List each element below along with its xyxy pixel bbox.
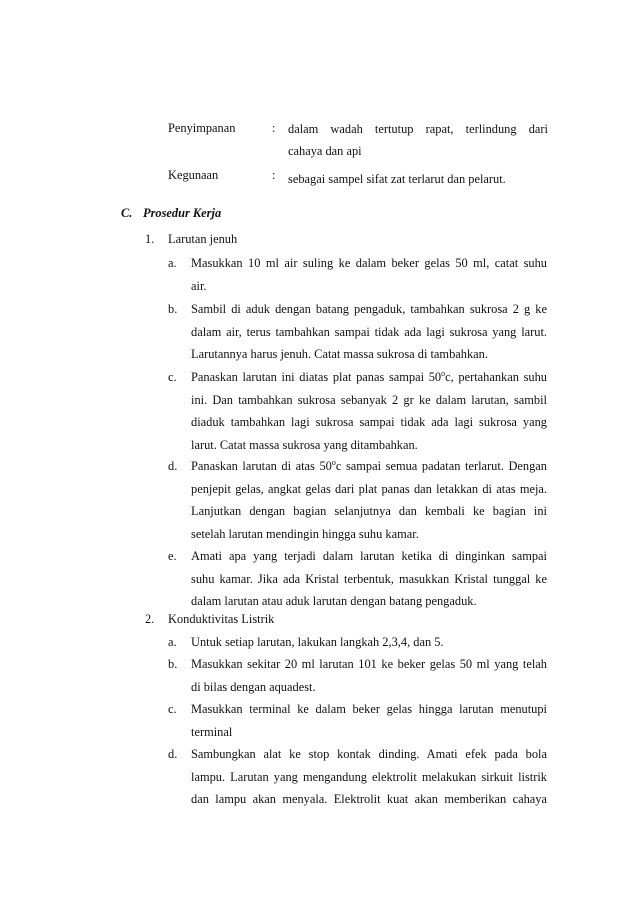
sub-item-text (191, 631, 547, 654)
property-value (288, 118, 548, 162)
property-value (288, 168, 548, 190)
text-line: terminal (191, 724, 233, 739)
section-letter: C. (121, 206, 133, 220)
text-line: Masukkan 10 ml air suling ke dalam beker gelas 50 ml, catat suhu (191, 256, 547, 270)
sub-item-text (191, 455, 547, 545)
sub-item-text (191, 366, 547, 456)
text-line: dalam larutan atau aduk larutan dengan batang pengaduk. (191, 594, 477, 609)
sub-letter: c. (168, 702, 177, 716)
text-line: suhu kamar. Jika ada Kristal terbentuk, masukkan Kristal tunggal ke (191, 571, 547, 586)
list-number: 1. (145, 232, 155, 246)
sub-item-text (191, 545, 547, 613)
text-line: dan lampu akan menyala. Elektrolit kuat akan memberikan cahaya (191, 792, 547, 807)
text-fragment: Panaskan larutan di atas 50 (191, 459, 332, 473)
text-line: Sambil di aduk dengan batang pengaduk, tambahkan sukrosa 2 g ke (191, 302, 547, 316)
text-line: penjepit gelas, angkat gelas dari plat panas dan letakkan di atas meja. (191, 481, 547, 496)
text-line: Sambungkan alat ke stop kontak dinding. Amati efek pada bola (191, 747, 547, 761)
text-fragment: c sampai semua padatan terlarut. Dengan (335, 459, 547, 473)
sub-item-text (191, 698, 547, 743)
sub-item-text (191, 653, 547, 698)
text-fragment: c, pertahankan suhu (445, 370, 547, 384)
sub-letter: a. (168, 256, 177, 270)
property-value-line: dalam wadah tertutup rapat, terlindung dari (288, 122, 548, 136)
text-line: Amati apa yang terjadi dalam larutan ketika di dinginkan sampai (191, 549, 547, 563)
text-line: setelah larutan mendingin hingga suhu kamar. (191, 526, 419, 541)
sub-letter: d. (168, 747, 178, 761)
section-title: Prosedur Kerja (143, 206, 222, 220)
degree-superscript: o (441, 368, 446, 378)
text-line: ini. Dan tambahkan sukrosa sebanyak 2 gr ke dalam larutan, sambil (191, 392, 547, 407)
property-label: Kegunaan (168, 168, 219, 182)
property-value-line: sebagai sampel sifat zat terlarut dan pelarut. (288, 172, 506, 186)
sub-letter: b. (168, 657, 178, 671)
sub-letter: a. (168, 635, 177, 649)
text-line: Masukkan sekitar 20 ml larutan 101 ke beker gelas 50 ml yang telah (191, 657, 547, 671)
text-line: Larutannya harus jenuh. Catat massa sukrosa di tambahkan. (191, 347, 488, 362)
text-line: lampu. Larutan yang mengandung elektrolit melakukan sirkuit listrik (191, 769, 547, 784)
text-line: diaduk tambahkan lagi sukrosa sampai tidak ada lagi sukrosa yang (191, 415, 547, 430)
text-line: air. (191, 278, 207, 293)
sub-item-text (191, 298, 547, 366)
sub-item-text (191, 252, 547, 297)
text-line: Masukkan terminal ke dalam beker gelas hingga larutan menutupi (191, 702, 547, 716)
property-colon: : (272, 121, 276, 135)
text-line: larut. Catat massa sukrosa yang ditambahkan. (191, 437, 418, 452)
sub-letter: e. (168, 549, 177, 563)
text-fragment: Panaskan larutan ini diatas plat panas sampai 50 (191, 370, 442, 384)
sub-item-text (191, 743, 547, 811)
text-line (191, 366, 547, 389)
property-value-line: cahaya dan api (288, 144, 362, 158)
text-line: dalam air, terus tambahkan sampai tidak ada lagi sukrosa yang larut. (191, 324, 547, 339)
section-heading (121, 206, 221, 221)
degree-superscript: o (331, 457, 336, 467)
text-line: di bilas dengan aquadest. (191, 679, 316, 694)
list-title: Konduktivitas Listrik (168, 612, 275, 626)
sub-letter: d. (168, 459, 178, 473)
text-line (191, 455, 547, 478)
text-line: Untuk setiap larutan, lakukan langkah 2,3,4, dan 5. (191, 635, 444, 649)
list-number: 2. (145, 612, 155, 626)
property-colon: : (272, 168, 276, 182)
list-title: Larutan jenuh (168, 232, 238, 246)
text-line: Lanjutkan dengan bagian selanjutnya dan kembali ke bagian ini (191, 504, 547, 519)
property-label: Penyimpanan (168, 121, 236, 135)
sub-letter: c. (168, 370, 177, 384)
sub-letter: b. (168, 302, 178, 316)
